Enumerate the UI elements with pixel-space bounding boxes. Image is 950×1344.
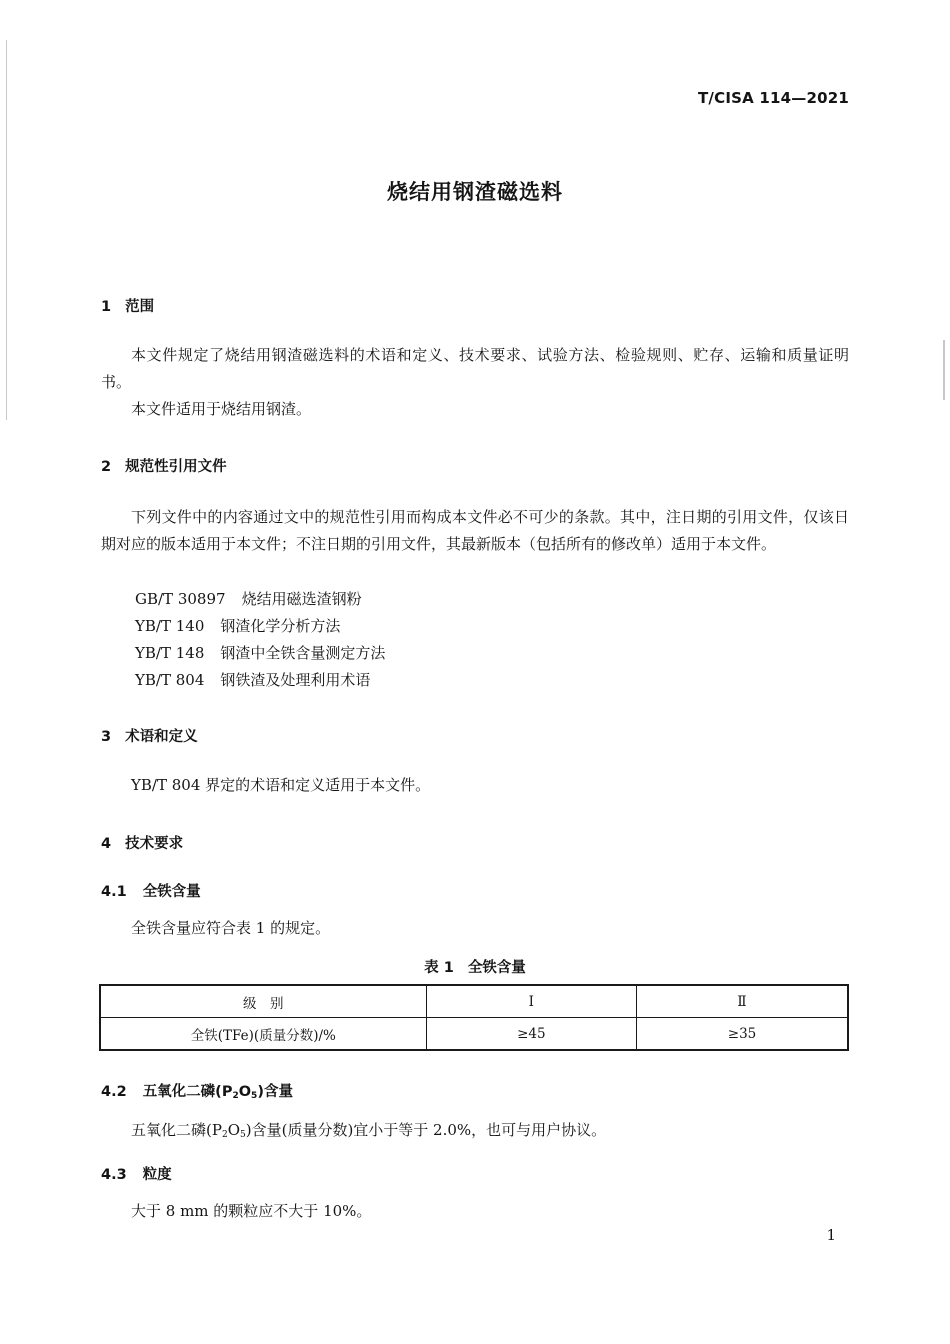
section-number: 4.3 [101, 1167, 127, 1183]
section-title: 范围 [125, 299, 155, 315]
reference-title: 烧结用磁选渣钢粉 [241, 590, 362, 608]
section-title: 规范性引用文件 [125, 459, 227, 475]
section-2-heading [101, 455, 227, 476]
scan-edge-mark [943, 340, 945, 400]
section-number: 4.2 [101, 1084, 127, 1100]
table-header-row [100, 985, 848, 1018]
page-number: 1 [826, 1226, 836, 1244]
phosphorus-paragraph: 五氧化二磷$(P_2O_5)$含量(质量分数)宜小于等于 2.0%，也可与用户协议。 [131, 1121, 607, 1140]
total-iron-table [99, 984, 849, 1051]
section-3-heading [101, 725, 198, 746]
section-4-3-heading [101, 1163, 172, 1184]
table-number: 表 1 [424, 960, 454, 976]
reference-item [135, 667, 370, 694]
section-number: 3 [101, 729, 112, 745]
reference-item [135, 586, 362, 613]
grade-i-header: Ⅰ [426, 985, 636, 1018]
section-number: 4 [101, 836, 112, 852]
section-number: 2 [101, 459, 112, 475]
particle-size-paragraph: 大于 8 mm 的颗粒应不大于 10%。 [131, 1202, 372, 1220]
grade-i-value: ≥45 [426, 1018, 636, 1051]
section-number: 4.1 [101, 884, 127, 900]
table-row [100, 1018, 848, 1051]
reference-code: GB/T 30897 [135, 590, 226, 608]
reference-item [135, 613, 340, 640]
table-caption [0, 956, 950, 977]
normative-references-intro: 下列文件中的内容通过文中的规范性引用而构成本文件必不可少的条款。其中，注日期的引用文件，仅该日期对应的版本适用于本文件；不注日期的引用文件，其最新版本（包括所有的修改单）适用于本文件。 [101, 508, 849, 553]
reference-item [135, 640, 385, 667]
reference-title: 钢渣化学分析方法 [220, 617, 341, 635]
section-title: 粒度 [142, 1167, 172, 1183]
scope-paragraph: 本文件规定了烧结用钢渣磁选料的术语和定义、技术要求、试验方法、检验规则、贮存、运输和质量证明书。 [101, 346, 849, 391]
table-title: 全铁含量 [467, 960, 526, 976]
section-number: 1 [101, 299, 112, 315]
reference-code: YB/T 140 [135, 617, 205, 635]
section-title: 技术要求 [125, 836, 184, 852]
reference-title: 钢铁渣及处理利用术语 [220, 671, 371, 689]
standard-code: T/CISA 114—2021 [698, 89, 849, 107]
total-iron-paragraph: 全铁含量应符合表 1 的规定。 [131, 919, 331, 937]
section-4-1-heading [101, 880, 201, 901]
row-label: 全铁(TFe)(质量分数)/% [100, 1018, 426, 1051]
grade-header: 级 别 [100, 985, 426, 1018]
grade-ii-value: ≥35 [637, 1018, 848, 1051]
scope-applicability: 本文件适用于烧结用钢渣。 [131, 400, 312, 418]
scan-edge-mark [6, 40, 7, 420]
section-1-heading [101, 295, 154, 316]
reference-code: YB/T 148 [135, 644, 205, 662]
grade-ii-header: Ⅱ [637, 985, 848, 1018]
section-title: 全铁含量 [142, 884, 201, 900]
document-title: 烧结用钢渣磁选料 [387, 180, 563, 204]
reference-title: 钢渣中全铁含量测定方法 [220, 644, 386, 662]
section-title: 术语和定义 [125, 729, 198, 745]
section-4-2-heading: 4.2 五氧化二磷$(P_2O_5)$含量 [101, 1084, 293, 1101]
section-4-heading [101, 832, 183, 853]
reference-code: YB/T 804 [135, 671, 205, 689]
terms-paragraph: YB/T 804 界定的术语和定义适用于本文件。 [131, 776, 431, 794]
